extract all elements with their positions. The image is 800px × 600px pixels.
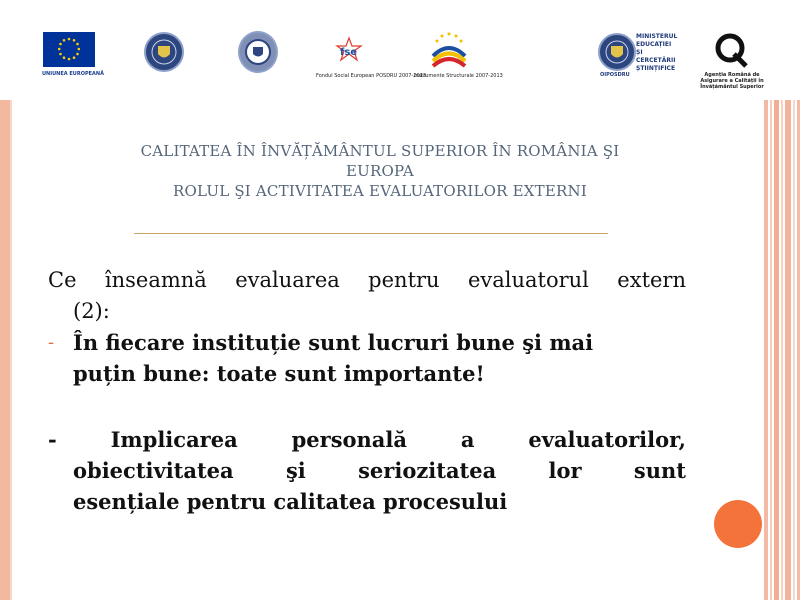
left-decor-bar [0, 100, 10, 600]
bullet-2-line-3: esențiale pentru calitatea procesului [73, 489, 508, 514]
structural-instruments-logo [428, 30, 470, 70]
aracis-q-icon [710, 30, 752, 70]
svg-text:fse: fse [340, 47, 358, 58]
intro-paragraph [48, 265, 686, 327]
intro-line-1: Ce înseamnă evaluarea pentru evaluatorul extern [48, 268, 686, 292]
structural-instruments-caption: Instrumente Structurale 2007-2013 [414, 73, 503, 79]
aracis-caption: Agenția Română de Asigurare a Calității în Învățământul Superior [700, 72, 764, 90]
coat-of-arms-icon [600, 35, 634, 69]
bullet-item-1 [48, 327, 686, 389]
eu-caption: UNIUNEA EUROPEANĂ [42, 71, 104, 77]
bullet-1-line-1: În fiecare instituție sunt lucruri bune şi mai [73, 330, 594, 355]
slide-body [48, 265, 686, 517]
bullet-mark: - [48, 332, 55, 353]
fse-caption: Fondul Social European POSDRU 2007-2013 [316, 73, 427, 79]
aracis-logo [710, 30, 752, 70]
fse-icon [330, 36, 368, 64]
bullet-1-line-2: puțin bune: toate sunt importante! [73, 361, 485, 386]
ministry-seal-logo [238, 31, 278, 73]
title-divider [134, 233, 608, 234]
bullet-2-line-1: - Implicarea personală a evaluatorilor, [48, 427, 686, 452]
title-line-2: EUROPA [346, 162, 414, 180]
slide-title [60, 141, 700, 201]
structural-instruments-icon [428, 30, 470, 70]
ministry-name: MINISTERUL EDUCAȚIEI ȘI CERCETĂRII ȘTIINȚIFICE [636, 33, 678, 72]
education-ministry-seal-logo [598, 33, 636, 71]
orange-dot [714, 500, 762, 548]
fse-logo [330, 36, 368, 64]
bullet-2-line-2: obiectivitatea şi seriozitatea lor sunt [73, 458, 686, 483]
title-line-1: CALITATEA ÎN ÎNVĂȚĂMÂNTUL SUPERIOR ÎN ROMÂNIA ŞI [140, 142, 620, 160]
left-decor-bar-inner [10, 100, 12, 600]
logo-strip [0, 0, 800, 100]
eu-stars-icon [43, 32, 95, 67]
coat-of-arms-icon [240, 33, 276, 71]
right-decor-stripes [764, 100, 800, 600]
ministry-caption: OIPOSDRU [600, 72, 630, 78]
coat-of-arms-icon [146, 34, 182, 70]
intro-line-2: (2): [73, 299, 110, 323]
eu-flag-logo [43, 32, 95, 67]
government-seal-logo [144, 32, 184, 72]
title-line-3: ROLUL ŞI ACTIVITATEA EVALUATORILOR EXTERNI [173, 182, 587, 200]
